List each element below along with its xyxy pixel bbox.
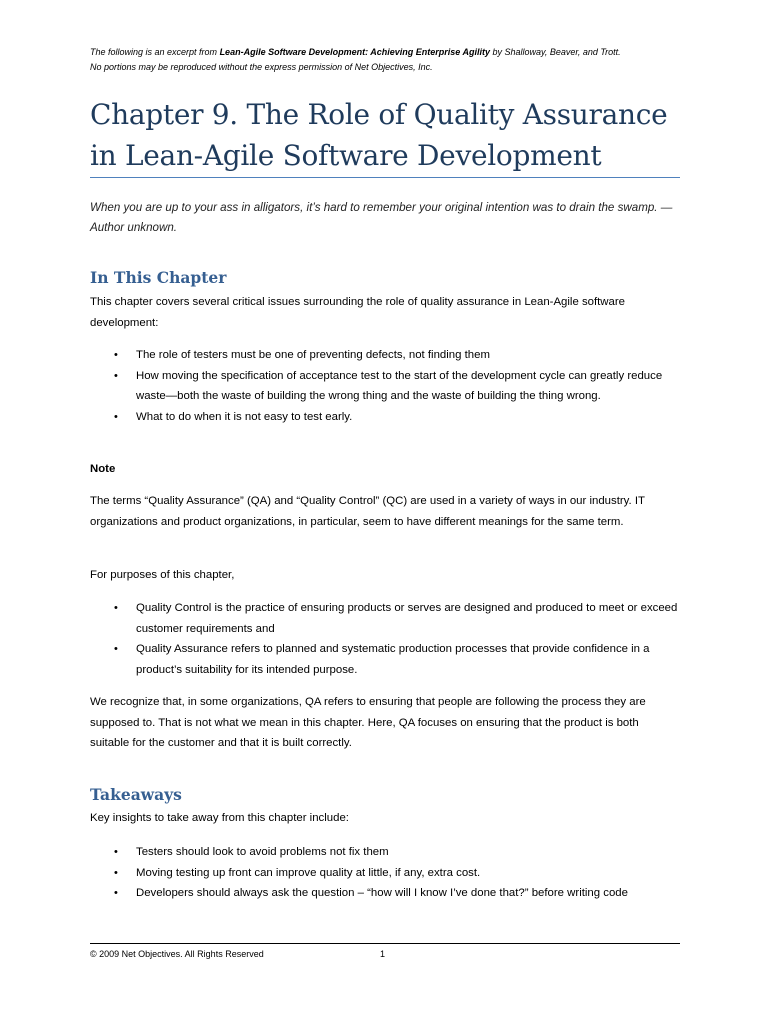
list-item — [90, 639, 680, 680]
list-item-text: Developers should always ask the question – “how will I know I’ve done that?” before writing code — [136, 887, 628, 899]
excerpt-line-2: No portions may be reproduced without the express permission of Net Objectives, Inc. — [90, 62, 433, 72]
list-item — [90, 345, 680, 366]
list-item — [90, 366, 680, 407]
book-title: Lean-Agile Software Development: Achieving Enterprise Agility — [219, 47, 490, 57]
epigraph: When you are up to your ass in alligators, it’s hard to remember your original intention was to drain the swamp. —Author unknown. — [90, 201, 673, 234]
list-item-text: Testers should look to avoid problems not fix them — [136, 846, 389, 858]
in-this-chapter-intro: This chapter covers several critical issues surrounding the role of quality assurance in Lean-Agile software development: — [90, 296, 625, 329]
list-item-text: Quality Assurance refers to planned and systematic production processes that provide confidence in a product’s suitability for its intended purpose. — [136, 643, 650, 676]
definitions-list — [90, 598, 680, 680]
list-item-text: What to do when it is not easy to test early. — [136, 410, 353, 423]
qa-definition-paragraph: We recognize that, in some organizations, QA refers to ensuring that people are following the process they are supposed to. That is not what we mean in this chapter. Here, QA focuses on ensuring that the product is both suitable for the customer and that it is built correctly. — [90, 696, 646, 749]
excerpt-line-1 — [90, 45, 690, 60]
bullet-icon: • — [114, 643, 118, 655]
takeaways-intro: Key insights to take away from this chapter include: — [90, 812, 349, 824]
bullet-icon: • — [114, 887, 118, 899]
list-item-text: How moving the specification of acceptance test to the start of the development cycle can greatly reduce waste—both the waste of building the wrong thing and the waste of building the thing wrong. — [136, 369, 663, 402]
in-this-chapter-list — [90, 345, 680, 427]
list-item-text: Quality Control is the practice of ensuring products or serves are designed and produced to meet or exceed customer requirements and — [136, 602, 678, 635]
list-item-text: Moving testing up front can improve quality at little, if any, extra cost. — [136, 866, 481, 879]
bullet-icon: • — [114, 410, 118, 423]
footer-divider — [90, 943, 680, 944]
takeaways-heading: Takeaways — [90, 785, 182, 804]
bullet-icon: • — [114, 866, 118, 879]
excerpt-notice — [90, 45, 690, 75]
note-label: Note — [90, 463, 116, 475]
list-item — [90, 883, 680, 904]
note-text: The terms “Quality Assurance” (QA) and “Quality Control” (QC) are used in a variety of ways in our industry. IT organizations and product organizations, in particular, seem to have different meanings for the same term. — [90, 495, 645, 528]
purposes-text: For purposes of this chapter, — [90, 569, 235, 581]
bullet-icon: • — [114, 349, 118, 361]
bullet-icon: • — [114, 369, 118, 382]
excerpt-authors: by Shalloway, Beaver, and Trott. — [489, 47, 621, 57]
footer-copyright: © 2009 Net Objectives. All Rights Reserved — [90, 949, 264, 959]
chapter-title: Chapter 9. The Role of Quality Assurance in Lean-Agile Software Development — [90, 98, 668, 172]
list-item-text: The role of testers must be one of preventing defects, not finding them — [136, 349, 490, 361]
title-divider — [90, 177, 680, 178]
bullet-icon: • — [114, 846, 118, 858]
page-number: 1 — [380, 949, 386, 959]
in-this-chapter-heading: In This Chapter — [90, 268, 227, 287]
list-item — [90, 863, 680, 884]
bullet-icon: • — [114, 602, 118, 614]
list-item — [90, 407, 680, 428]
list-item — [90, 598, 680, 639]
takeaways-list — [90, 842, 680, 904]
list-item — [90, 842, 680, 863]
excerpt-prefix: The following is an excerpt from — [90, 47, 220, 57]
